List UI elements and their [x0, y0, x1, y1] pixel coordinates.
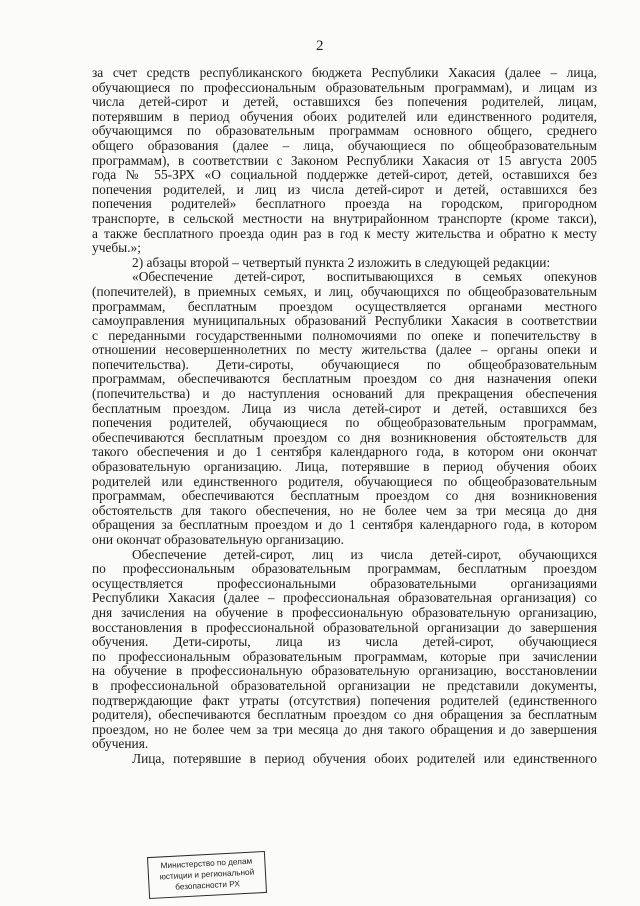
text-line: попечения родителей, и лиц из числа детей-сирот и детей, оставшихся без	[92, 181, 597, 197]
text-line: обучения. Дети-сироты, лица из числа детей-сирот, обучающиеся	[92, 634, 597, 650]
text-line: транспорте, в сельской местности на внутрирайонном транспорте (кроме такси),	[92, 210, 597, 226]
text-line: по профессиональным образовательным программам, которые при зачислении	[92, 648, 597, 664]
text-line: они окончат образовательную организацию.	[92, 532, 344, 547]
document-body	[92, 66, 597, 767]
text-line: Обеспечение детей-сирот, лиц из числа детей-сирот, обучающихся	[132, 546, 597, 562]
text-line: (попечительства) и до наступления оснований для прекращения обеспечения	[92, 386, 597, 402]
text-line: на обучение в профессиональную образовательную организацию, восстановлении	[92, 663, 597, 679]
text-line: образовательную организацию. Лица, потерявшие в период обучения обоих	[92, 459, 597, 475]
text-line: а также бесплатного проезда один раз в год к месту жительства и обратно к месту	[92, 225, 597, 241]
text-line: родителя), обеспечиваются бесплатным проездом со дня обращения за бесплатным	[92, 707, 597, 723]
text-line: программам), в соответствии с Законом Республики Хакасия от 15 августа 2005	[92, 152, 597, 168]
text-line: попечительства). Дети-сироты, обучающиеся по общеобразовательным	[92, 356, 597, 372]
page-number: 2	[316, 38, 324, 54]
text-line: 2) абзацы второй – четвертый пункта 2 изложить в следующей редакции:	[132, 254, 551, 270]
text-line: дня зачисления на обучение в профессиональную образовательную организацию,	[92, 604, 597, 620]
text-line: потерявшим в период обучения обоих родителей или единственного родителя,	[92, 108, 597, 124]
text-line: Лица, потерявшие в период обучения обоих родителей или единственного	[132, 750, 597, 766]
text-line: обстоятельств для такого обеспечения, но не более чем за три месяца до дня	[92, 502, 597, 518]
text-line: обращения за бесплатным проездом и до 1 сентября календарного года, в котором	[92, 517, 597, 533]
text-line: общего образования (далее – лица, обучающиеся по общеобразовательным	[92, 137, 597, 153]
text-line: «Обеспечение детей-сирот, воспитывающихся в семьях опекунов	[132, 269, 597, 285]
text-line: попечения родителей, обучающиеся по общеобразовательным программам,	[92, 415, 597, 431]
text-line: программам, бесплатным проездом осуществляется органами местного	[92, 298, 597, 314]
text-line: попечения родителей» бесплатного проезда на городском, пригородном	[92, 196, 597, 212]
text-line: Республики Хакасия (далее – профессиональная образовательная организация) со	[92, 590, 597, 606]
text-line: за счет средств республиканского бюджета Республики Хакасия (далее – лица,	[92, 65, 597, 80]
stamp-line: юстиции и региональной	[159, 867, 255, 882]
text-line: бесплатным проездом. Лица из числа детей-сирот и детей, оставшихся без	[92, 400, 597, 416]
text-line: осуществляется профессиональными образовательными организациями	[92, 575, 597, 591]
text-line: обучения.	[92, 736, 149, 752]
text-line: подтверждающие факт утраты (отсутствия) попечения родителей (единственного	[92, 692, 597, 708]
text-line: самоуправления муниципальных образований Республики Хакасия в соответствии	[92, 313, 597, 329]
stamp-line: безопасности РХ	[175, 879, 241, 892]
text-line: программам, обеспечиваются бесплатным проездом со дня возникновения	[92, 488, 597, 504]
text-line: программам, обеспечиваются бесплатным проездом со дня назначения опеки	[92, 371, 597, 387]
registration-stamp	[147, 851, 267, 899]
text-line: (попечителей), в приемных семьях, и лиц, обучающихся по общеобразовательным	[92, 283, 597, 299]
stamp-line: Министерство по делам	[160, 856, 253, 871]
text-line: обучающимся по образовательным программам основного общего, среднего	[92, 123, 597, 139]
text-line: родителей или единственного родителя, обучающиеся по общеобразовательным	[92, 473, 597, 489]
text-line: года № 55-ЗРХ «О социальной поддержке детей-сирот, детей, оставшихся без	[92, 167, 597, 183]
text-line: проездом, но не более чем за три месяца до дня такого обращения и до завершения	[92, 721, 597, 737]
text-line: отношении несовершеннолетних по месту жительства (далее – органы опеки и	[92, 342, 597, 358]
text-line: в профессиональной образовательной организации не представили документы,	[92, 677, 597, 693]
text-line: числа детей-сирот и детей, оставшихся без попечения родителей, лицам,	[92, 94, 597, 110]
text-line: по профессиональным образовательным программам, бесплатным проездом	[92, 561, 597, 577]
text-line: восстановления в профессиональной образовательной организации до завершения	[92, 619, 597, 635]
text-line: с переданными государственными полномочиями по опеке и попечительству в	[92, 327, 597, 343]
text-line: такого обеспечения и до 1 сентября календарного года, в котором они окончат	[92, 444, 597, 460]
text-line: обеспечиваются бесплатным проездом со дня возникновения обстоятельств для	[92, 429, 597, 445]
text-line: учебы.»;	[92, 240, 141, 256]
text-line: обучающиеся по профессиональным образовательным программам), и лицам из	[92, 79, 597, 95]
